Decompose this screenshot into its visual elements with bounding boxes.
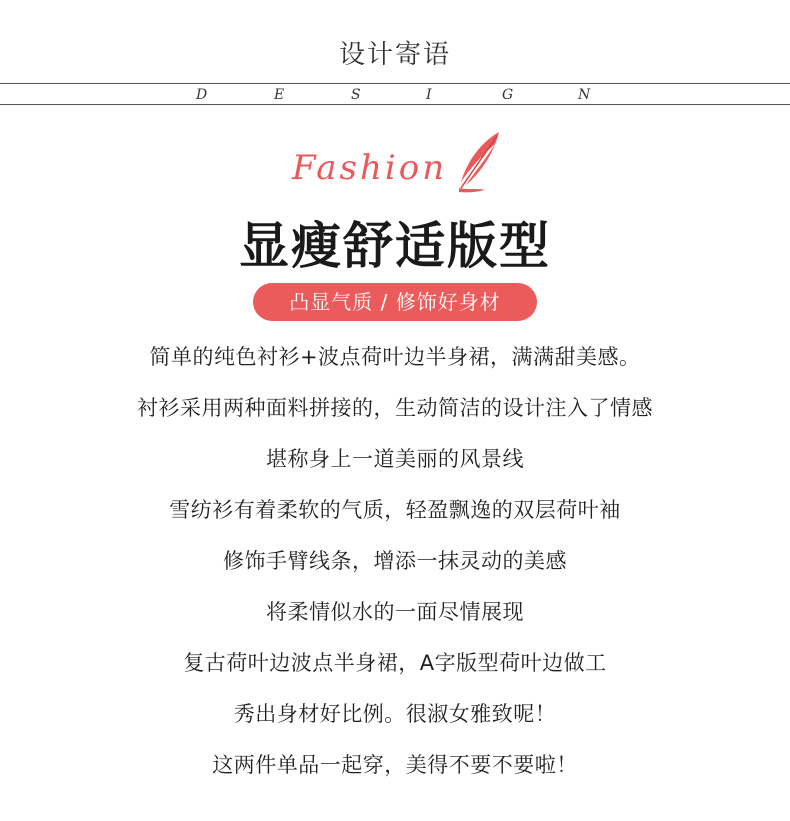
divider-top: [0, 83, 790, 84]
description-line: 这两件单品一起穿，美得不要不要啦！: [212, 753, 578, 777]
fashion-script-text: Fashion: [292, 148, 448, 188]
divider-bottom: [0, 104, 790, 105]
design-letter: I: [426, 87, 432, 103]
description-line: 衬衫采用两种面料拼接的，生动简洁的设计注入了情感: [137, 396, 653, 420]
design-letter-row: [0, 87, 790, 103]
section-title: 设计寄语: [338, 40, 451, 70]
main-title: 显瘦舒适版型: [239, 216, 551, 275]
description-line: 堪称身上一道美丽的风景线: [266, 447, 524, 471]
description-line: 简单的纯色衬衫+波点荷叶边半身裙，满满甜美感。: [149, 345, 641, 369]
design-letter: N: [578, 87, 591, 103]
description-line: 复古荷叶边波点半身裙，A字版型荷叶边做工: [183, 651, 607, 675]
design-letter: E: [274, 87, 285, 103]
design-letter: D: [196, 87, 208, 103]
design-letter: G: [502, 87, 514, 103]
feature-badge: 凸显气质 / 修饰好身材: [253, 283, 537, 321]
description-line: 雪纺衫有着柔软的气质，轻盈飘逸的双层荷叶袖: [169, 498, 621, 522]
description-line: 秀出身材好比例。很淑女雅致呢！: [233, 702, 557, 726]
design-letter: S: [351, 87, 361, 103]
description-line: 将柔情似水的一面尽情展现: [266, 600, 524, 624]
description-line: 修饰手臂线条，增添一抹灵动的美感: [223, 549, 567, 573]
feather-icon: [455, 130, 503, 194]
fashion-heading: [0, 130, 790, 196]
